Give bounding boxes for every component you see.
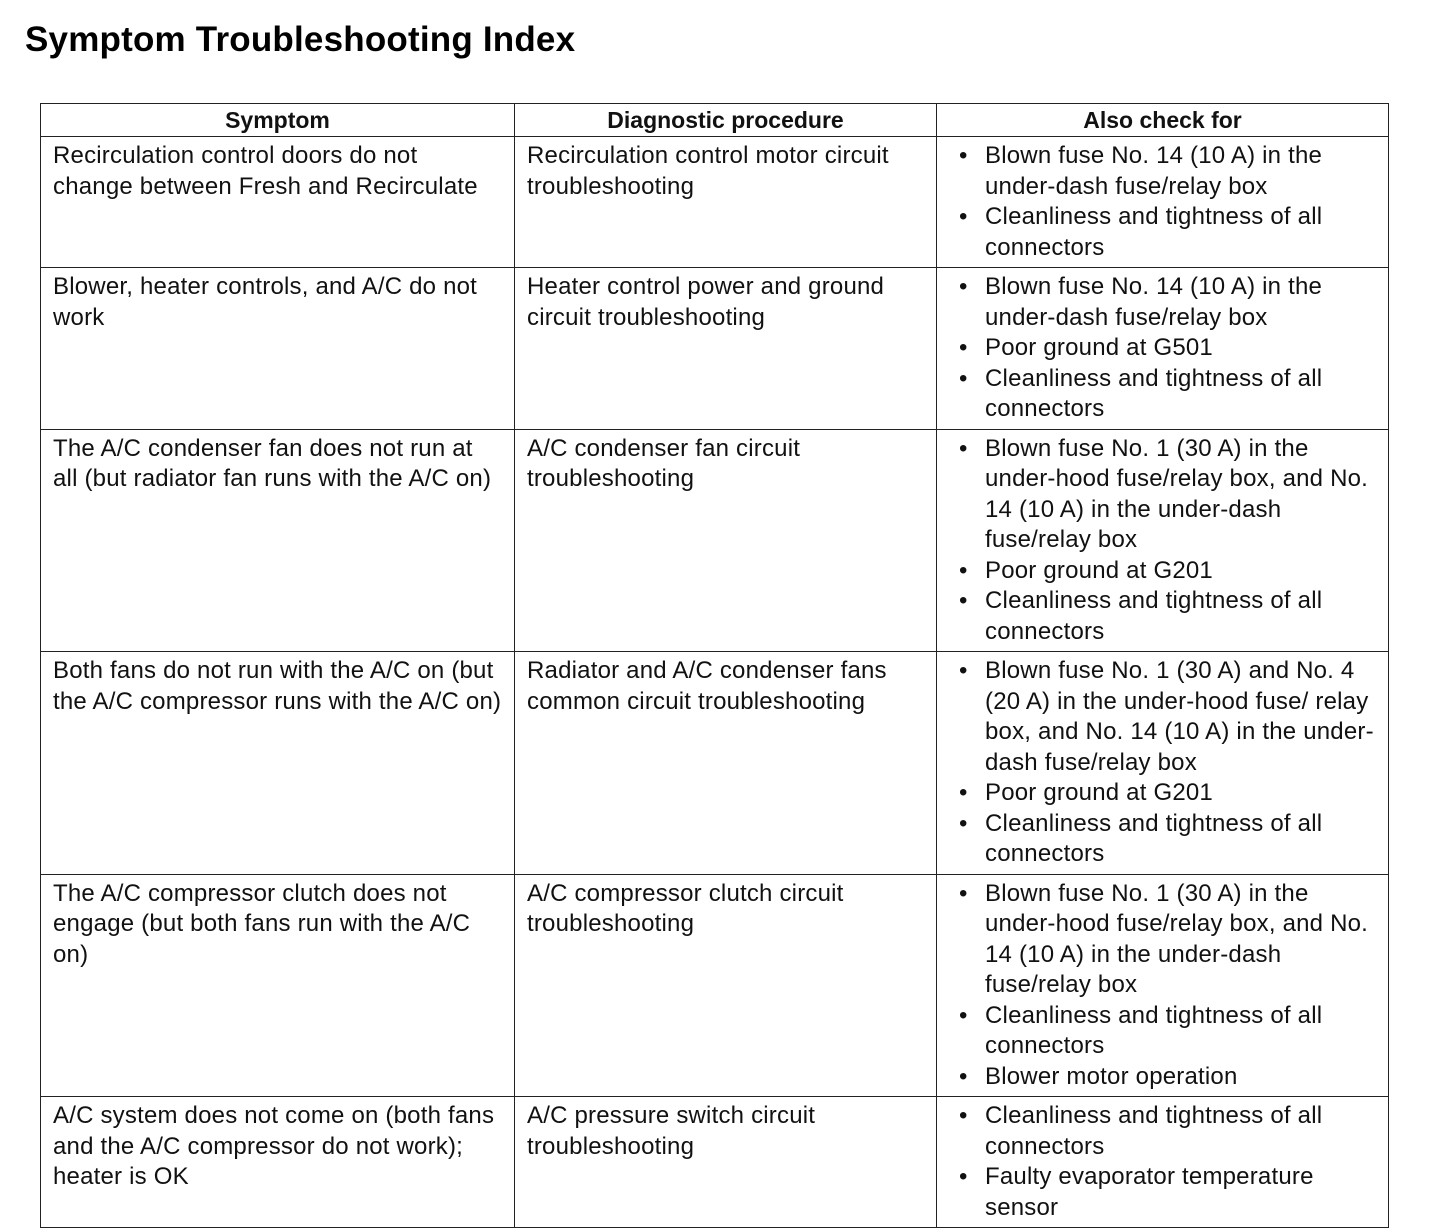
check-item — [949, 879, 1378, 1001]
symptom-cell: The A/C condenser fan does not run at all (but radiator fan runs with the A/C on) — [41, 429, 515, 652]
check-item-text: Cleanliness and tightness of all connectors — [985, 809, 1323, 867]
table-row — [41, 1097, 1389, 1228]
check-item — [949, 141, 1378, 202]
check-item — [949, 272, 1378, 333]
table-row — [41, 429, 1389, 652]
check-item-text: Poor ground at G501 — [985, 334, 1213, 361]
check-item-text: Blown fuse No. 1 (30 A) in the under-hood fuse/relay box, and No. 14 (10 A) in the under-dash fuse/relay box — [985, 434, 1369, 553]
also-check-for-cell — [937, 1097, 1389, 1228]
bullet-icon: • — [959, 334, 968, 361]
diagnostic-procedure-cell: Heater control power and ground circuit troubleshooting — [515, 268, 937, 430]
symptom-cell: The A/C compressor clutch does not engage (but both fans run with the A/C on) — [41, 874, 515, 1097]
check-item-text: Blower motor operation — [985, 1062, 1238, 1090]
bullet-icon: • — [959, 879, 968, 907]
bullet-icon: • — [959, 434, 968, 462]
check-item-text: Cleanliness and tightness of all connectors — [985, 1102, 1323, 1160]
check-item-text: Cleanliness and tightness of all connectors — [985, 364, 1323, 422]
check-item — [949, 1062, 1378, 1093]
bullet-icon: • — [959, 1001, 968, 1029]
check-list — [949, 141, 1378, 263]
table-row — [41, 268, 1389, 430]
check-item-text: Cleanliness and tightness of all connectors — [985, 587, 1323, 645]
also-check-for-cell — [937, 137, 1389, 268]
check-item — [949, 434, 1378, 556]
table-body — [41, 137, 1389, 1228]
bullet-icon: • — [959, 273, 968, 300]
check-item-text: Poor ground at G201 — [985, 556, 1213, 584]
troubleshooting-table — [40, 103, 1389, 1228]
check-item — [949, 809, 1378, 870]
bullet-icon: • — [959, 657, 968, 684]
table-header-row — [41, 104, 1389, 137]
bullet-icon: • — [959, 142, 968, 169]
check-list — [949, 434, 1378, 648]
check-list — [949, 272, 1378, 425]
check-item-text: Blown fuse No. 14 (10 A) in the under-dash fuse/relay box — [985, 142, 1323, 200]
symptom-cell: Recirculation control doors do not change between Fresh and Recirculate — [41, 137, 515, 268]
check-item — [949, 778, 1378, 809]
symptom-cell: Blower, heater controls, and A/C do not work — [41, 268, 515, 430]
check-item — [949, 1101, 1378, 1162]
diagnostic-procedure-cell: Radiator and A/C condenser fans common circuit troubleshooting — [515, 652, 937, 875]
also-check-for-cell — [937, 874, 1389, 1097]
check-item-text: Blown fuse No. 1 (30 A) and No. 4 (20 A) in the under-hood fuse/ relay box, and No. 14 (10 A) in the under-dash fuse/relay box — [985, 657, 1374, 776]
column-header-diagnostic-procedure: Diagnostic procedure — [515, 104, 937, 137]
bullet-icon: • — [959, 1163, 968, 1190]
bullet-icon: • — [959, 203, 968, 230]
check-item — [949, 1001, 1378, 1062]
diagnostic-procedure-cell: A/C condenser fan circuit troubleshooting — [515, 429, 937, 652]
bullet-icon: • — [959, 556, 968, 584]
check-list — [949, 656, 1378, 870]
table-row — [41, 137, 1389, 268]
bullet-icon: • — [959, 779, 968, 806]
check-item-text: Blown fuse No. 14 (10 A) in the under-dash fuse/relay box — [985, 273, 1323, 331]
bullet-icon: • — [959, 1102, 968, 1129]
check-item — [949, 556, 1378, 587]
check-item — [949, 1162, 1378, 1223]
diagnostic-procedure-cell: Recirculation control motor circuit troubleshooting — [515, 137, 937, 268]
column-header-symptom: Symptom — [41, 104, 515, 137]
also-check-for-cell — [937, 652, 1389, 875]
diagnostic-procedure-cell: A/C compressor clutch circuit troubleshooting — [515, 874, 937, 1097]
check-item-text: Poor ground at G201 — [985, 779, 1213, 806]
bullet-icon: • — [959, 1062, 968, 1090]
check-item-text: Cleanliness and tightness of all connectors — [985, 203, 1323, 261]
check-item-text: Cleanliness and tightness of all connectors — [985, 1001, 1323, 1059]
bullet-icon: • — [959, 809, 968, 837]
also-check-for-cell — [937, 429, 1389, 652]
bullet-icon: • — [959, 364, 968, 392]
check-item — [949, 586, 1378, 647]
check-list — [949, 1101, 1378, 1223]
check-item — [949, 202, 1378, 263]
symptom-cell: Both fans do not run with the A/C on (but the A/C compressor runs with the A/C on) — [41, 652, 515, 875]
check-item — [949, 333, 1378, 364]
bullet-icon: • — [959, 587, 968, 614]
page-title: Symptom Troubleshooting Index — [25, 20, 576, 59]
check-item-text: Blown fuse No. 1 (30 A) in the under-hood fuse/relay box, and No. 14 (10 A) in the under-dash fuse/relay box — [985, 879, 1369, 998]
symptom-cell: A/C system does not come on (both fans and the A/C compressor do not work); heater is OK — [41, 1097, 515, 1228]
check-item — [949, 656, 1378, 778]
check-item — [949, 364, 1378, 425]
also-check-for-cell — [937, 268, 1389, 430]
check-item-text: Faulty evaporator temperature sensor — [985, 1163, 1314, 1221]
check-list — [949, 879, 1378, 1093]
table-row — [41, 652, 1389, 875]
column-header-also-check-for: Also check for — [937, 104, 1389, 137]
table-row — [41, 874, 1389, 1097]
diagnostic-procedure-cell: A/C pressure switch circuit troubleshooting — [515, 1097, 937, 1228]
